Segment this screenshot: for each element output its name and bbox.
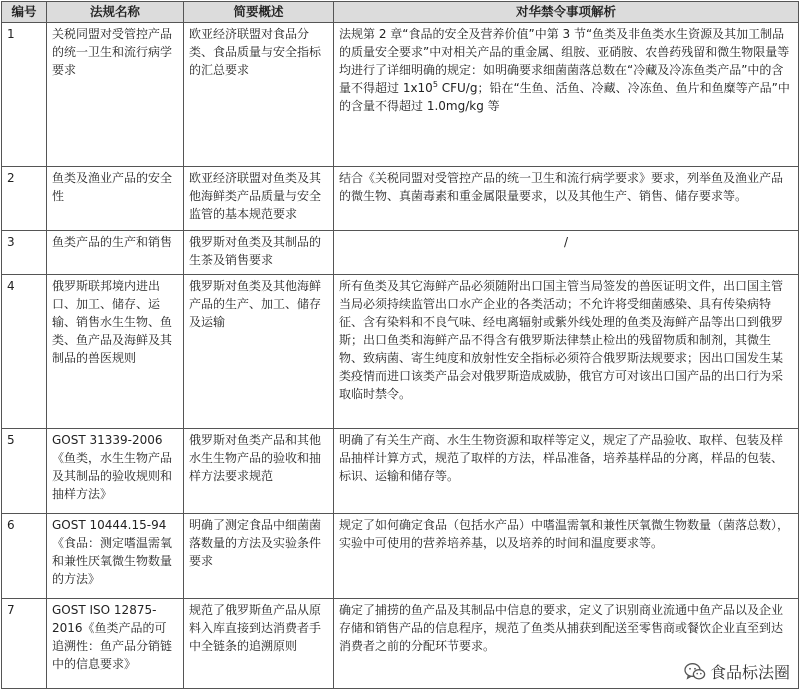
exponent: 5 [432,80,438,89]
row-number: 3 [2,231,47,275]
regulation-summary: 欧亚经济联盟对食品分类、食品质量与安全指标的汇总要求 [184,23,334,167]
regulation-summary: 明确了测定食品中细菌菌落数量的方法及实验条件要求 [184,514,334,599]
regulation-name: GOST 10444.15-94《食品：测定嗜温需氧和兼性厌氧微生物数量的方法》 [47,514,184,599]
row-number: 1 [2,23,47,167]
regulation-name: 鱼类及渔业产品的安全性 [47,167,184,231]
regulation-name: 俄罗斯联邦境内进出口、加工、储存、运输、销售水生生物、鱼类、鱼产品及海鲜及其制品的兽医规则 [47,275,184,429]
regulation-analysis: 明确了有关生产商、水生生物资源和取样等定义，规定了产品验收、取样、包装及样品抽样计算方式，规范了取样的方法，样品准备，培养基样品的分离，样品的包装、标识、运输和储存等。 [334,429,799,514]
row-number: 5 [2,429,47,514]
table-row [2,275,799,429]
analysis-text-end: CFU/g；铅在“生鱼、活鱼、冷藏、冷冻鱼、鱼片和鱼糜等产品”中的含量不得超过 1.0mg/kg 等 [339,81,790,113]
account-watermark [684,660,790,683]
row-number: 4 [2,275,47,429]
regulation-analysis [334,23,799,167]
regulation-name: GOST 31339-2006《鱼类，水生生物产品及其制品的验收规则和抽样方法》 [47,429,184,514]
watermark-text: 食品标法圈 [709,663,790,682]
table-header-row [2,2,799,23]
regulation-name: GOST ISO 12875-2016《鱼类产品的可追溯性：鱼产品分销链中的信息要求》 [47,599,184,689]
regulation-name: 关税同盟对受管控产品的统一卫生和流行病学要求 [47,23,184,167]
header-analysis: 对华禁令事项解析 [334,2,799,23]
row-number: 2 [2,167,47,231]
table-row [2,514,799,599]
regulation-summary: 规范了俄罗斯鱼产品从原料入库直接到达消费者手中全链条的追溯原则 [184,599,334,689]
table-row [2,599,799,689]
analysis-text-start: 法规第 2 章“食品的安全及营养价值”中第 3 节“鱼类及非鱼类水生资源及其加工制品的质量安全要求”中对相关产品的重金属、组胺、亚硝胺、农兽药残留和微生物限量等均进行了详细明确的规定：如明确要求细菌菌落总数在“冷藏及冷冻鱼类产品”中的含量不得超过 1x10 [339,27,790,95]
regulation-analysis: 确定了捕捞的鱼产品及其制品中信息的要求，定义了识别商业流通中鱼产品以及企业存储和销售产品的信息程序，规范了鱼类从捕获到配送至零售商或餐饮企业直至到达消费者之前的分配环节要求。 [334,599,799,689]
header-regulation-name: 法规名称 [47,2,184,23]
table-row [2,429,799,514]
wechat-icon [684,662,706,682]
row-number: 6 [2,514,47,599]
regulation-analysis: 结合《关税同盟对受管控产品的统一卫生和流行病学要求》要求，列举鱼及渔业产品的微生物、真菌毒素和重金属限量要求，以及其他生产、销售、储存要求等。 [334,167,799,231]
regulation-name: 鱼类产品的生产和销售 [47,231,184,275]
header-number: 编号 [2,2,47,23]
table-row [2,231,799,275]
regulation-analysis: 所有鱼类及其它海鲜产品必须随附出口国主管当局签发的兽医证明文件，出口国主管当局必须持续监管出口水产企业的各类活动；不允许将受细菌感染、具有传染病特征、含有染料和不良气味、经电离辐射或紫外线处理的鱼类及海鲜产品等出口到俄罗斯；出口鱼类和海鲜产品不得含有俄罗斯法律禁止检出的残留物质和制剂，其微生物、致病菌、寄生纯度和放射性安全指标必须符合俄罗斯法规要求；因出口国发生某类疫情而进口该类产品会对俄罗斯造成威胁，俄官方可对该出口国产品的出口行为采取临时禁令。 [334,275,799,429]
regulation-summary: 俄罗斯对鱼类及其制品的生茶及销售要求 [184,231,334,275]
regulation-summary: 欧亚经济联盟对鱼类及其他海鲜类产品质量与安全监管的基本规范要求 [184,167,334,231]
header-summary: 简要概述 [184,2,334,23]
regulation-analysis: / [334,231,799,275]
regulation-summary: 俄罗斯对鱼类产品和其他水生生物产品的验收和抽样方法要求规范 [184,429,334,514]
table-row [2,167,799,231]
table-row [2,23,799,167]
regulation-summary: 俄罗斯对鱼类及其他海鲜产品的生产、加工、储存及运输 [184,275,334,429]
regulations-table [1,1,799,689]
regulation-analysis: 规定了如何确定食品（包括水产品）中嗜温需氧和兼性厌氧微生物数量（菌落总数），实验中可使用的营养培养基，以及培养的时间和温度要求等。 [334,514,799,599]
row-number: 7 [2,599,47,689]
